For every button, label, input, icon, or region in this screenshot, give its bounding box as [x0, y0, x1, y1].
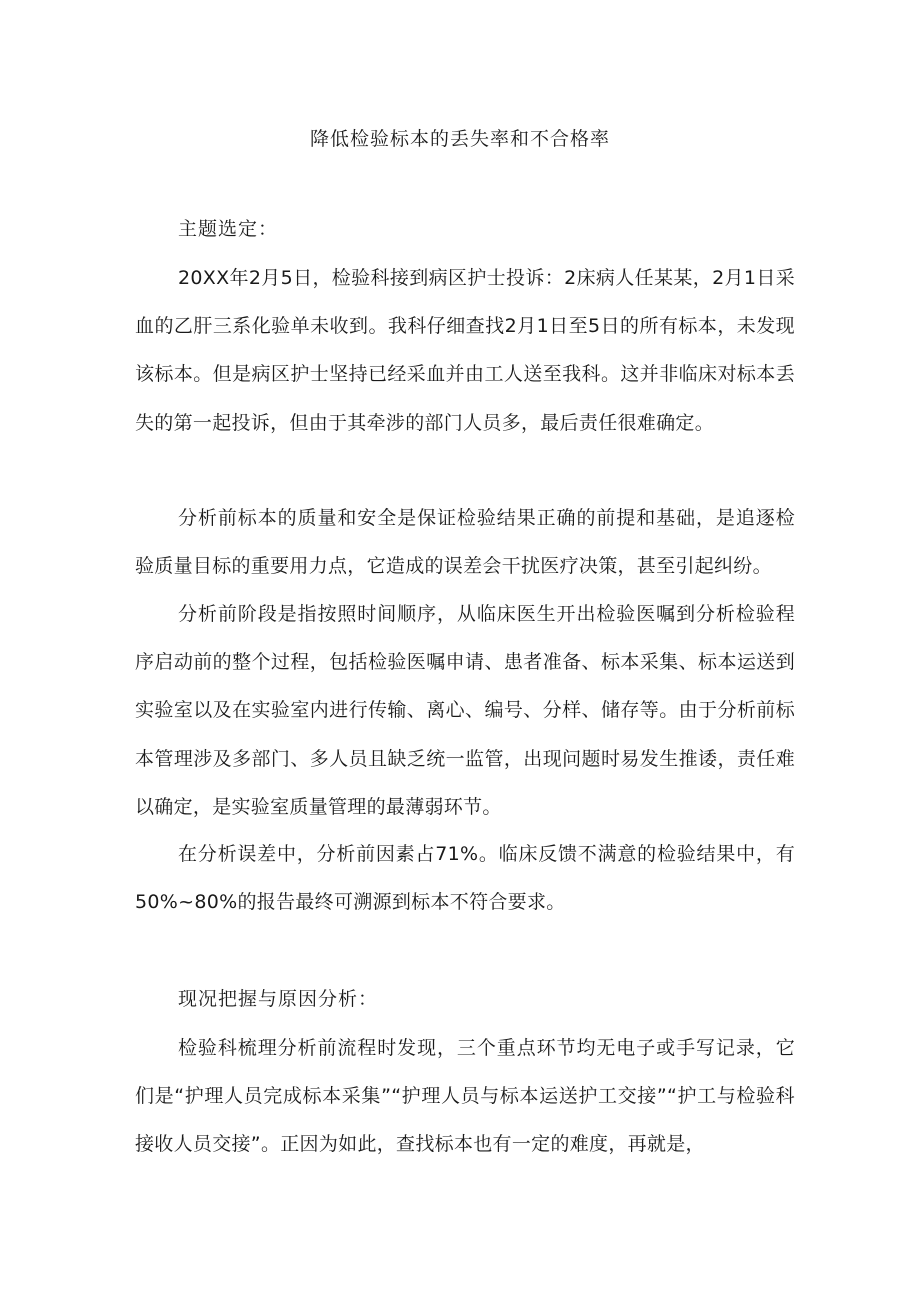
paragraph-process-review: 检验科梳理分析前流程时发现，三个重点环节均无电子或手写记录，它们是“护理人员完成标本采集”“护理人员与标本运送护工交接”“护工与检验科接收人员交接”。正因为如此，查找标本也有一定的难度，再就是，: [135, 1037, 795, 1156]
paragraph-error-statistics: 在分析误差中，分析前因素占71%。临床反馈不满意的检验结果中，有50%~80%的报告最终可溯源到标本不符合要求。: [135, 843, 795, 914]
document-title: 降低检验标本的丢失率和不合格率: [309, 128, 610, 150]
paragraph-specimen-quality: 分析前标本的质量和安全是保证检验结果正确的前提和基础，是追逐检验质量目标的重要用力点，它造成的误差会干扰医疗决策，甚至引起纠纷。: [135, 507, 795, 578]
paragraph-preanalytical-phase: 分析前阶段是指按照时间顺序，从临床医生开出检验医嘱到分析检验程序启动前的整个过程，包括检验医嘱申请、患者准备、标本采集、标本运送到实验室以及在实验室内进行传输、离心、编号、分样、储存等。由于分析前标本管理涉及多部门、多人员且缺乏统一监管，出现问题时易发生推诿，责任难以确定，是实验室质量管理的最薄弱环节。: [135, 603, 795, 818]
section-heading-topic-selection: 主题选定：: [178, 218, 279, 240]
paragraph-complaint: 20XX年2月5日，检验科接到病区护士投诉：2床病人任某某，2月1日采血的乙肝三系化验单未收到。我科仔细查找2月1日至5日的所有标本，未发现该标本。但是病区护士坚持已经采血并由工人送至我科。这并非临床对标本丢失的第一起投诉，但由于其牵涉的部门人员多，最后责任很难确定。: [135, 267, 795, 434]
section-heading-status-analysis: 现况把握与原因分析：: [178, 988, 379, 1010]
